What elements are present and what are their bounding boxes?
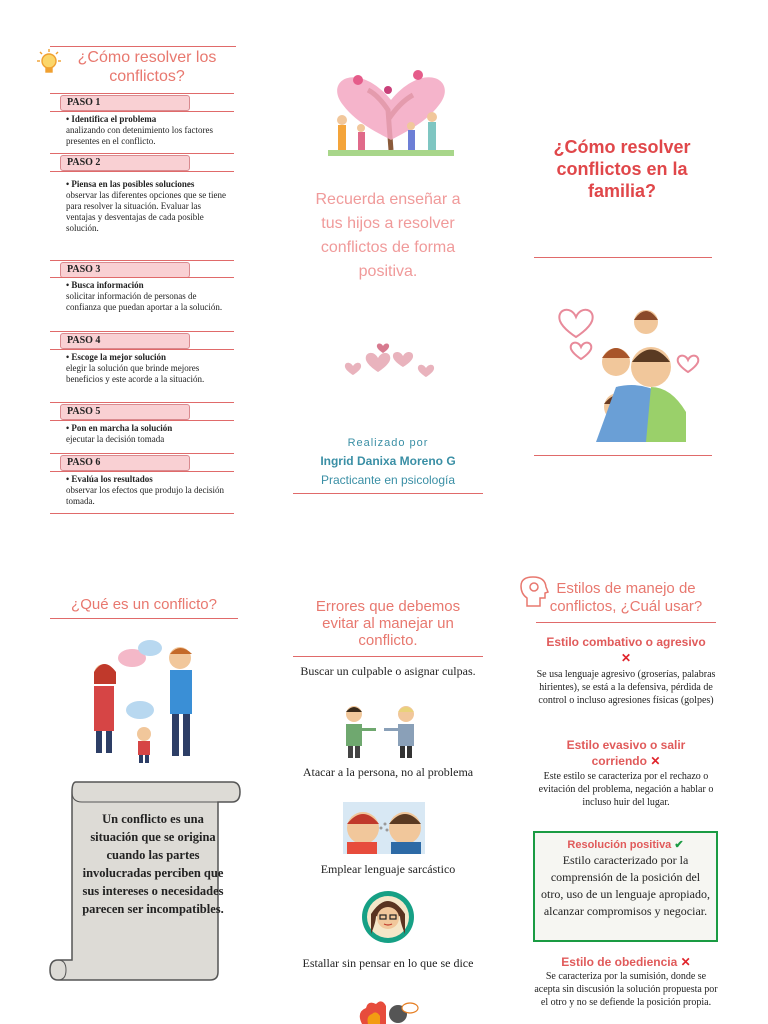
step-tag: PASO 4 — [60, 333, 190, 349]
sarcastic-face-icon — [361, 890, 415, 944]
shouting-faces-illustration — [343, 802, 425, 854]
x-mark-icon: ✕ — [620, 651, 632, 665]
made-by-label: Realizado por — [347, 437, 429, 449]
step-body: • Identifica el problema analizando con detenimiento los factores presentes en el conflicto. — [66, 114, 231, 147]
style-name: Estilo de obediencia ✕ — [561, 955, 691, 969]
x-mark-icon: ✕ — [650, 754, 661, 768]
hearts-decoration — [338, 338, 444, 384]
step-body: • Piensa en las posibles soluciones observar las diferentes opciones que se tiene para resolver la situación. Evaluar las ventajas y desventajas de cada posible solución. — [66, 179, 231, 234]
x-mark-icon: ✕ — [680, 955, 691, 969]
step-body: • Escoge la mejor solución elegir la solución que brinde mejores beneficios y este acorde a la situación. — [66, 352, 231, 385]
divider — [50, 618, 238, 619]
panel-title: Estilos de manejo de conflictos, ¿Cuál usar? — [549, 580, 703, 615]
panel-title: Errores que debemos evitar al manejar un conflicto. — [315, 598, 461, 649]
step-tag: PASO 1 — [60, 95, 190, 111]
style-name: Estilo combativo o agresivo ✕ — [546, 635, 706, 665]
style-name: Estilo evasivo o salir corriendo ✕ — [566, 738, 686, 768]
step-body: • Pon en marcha la solución ejecutar la decisión tomada — [66, 423, 231, 445]
style-body: Se usa lenguaje agresivo (groserías, palabras hirientes), se está a la defensiva, pérdida de control o incluso agresiones físicas (golpes) — [536, 669, 716, 706]
positive-style-box — [533, 831, 718, 942]
family-hug-illustration — [556, 292, 706, 442]
divider — [534, 455, 712, 456]
panel-title: ¿Qué es un conflicto? — [71, 596, 217, 613]
style-body: Estilo caracterizado por la comprensión de la posición del otro, uso de un lenguaje apropiado, alcanzar compromisos y negociar. — [541, 853, 710, 918]
author-name: Ingrid Danixa Moreno G — [320, 454, 456, 468]
author-role: Practicante en psicología — [320, 473, 456, 487]
family-tree-illustration — [328, 40, 454, 164]
arguing-parents-illustration — [82, 636, 222, 766]
reminder-text: Recuerda enseñar a tus hijos a resolver conflictos de forma positiva. — [315, 191, 461, 280]
error-item: Buscar un culpable o asignar culpas. — [300, 664, 476, 678]
blaming-people-illustration — [338, 702, 422, 758]
step-body: • Busca información solicitar información de personas de confianza que puedan aportar a la solución. — [66, 280, 231, 313]
divider — [536, 622, 716, 623]
panel-title: ¿Cómo resolver los conflictos? — [77, 49, 217, 85]
error-item: Atacar a la persona, no al problema — [302, 765, 474, 779]
step-body: • Evalúa los resultados observar los efectos que produjo la decisión tomada. — [66, 474, 231, 507]
style-name: Resolución positiva ✔ — [567, 839, 684, 851]
divider — [293, 493, 483, 494]
style-body: Este estilo se caracteriza por el rechazo o evitación del problema, negación a hablar o incluso huir del lugar. — [538, 771, 714, 808]
definition-text: Un conflicto es una situación que se origina cuando las partes involucradas perciben que sus intereses o necesidades parecen ser incompatibles. — [82, 812, 224, 916]
step-tag: PASO 5 — [60, 404, 190, 420]
check-mark-icon: ✔ — [674, 839, 684, 851]
step-tag: PASO 6 — [60, 455, 190, 471]
cover-title: ¿Cómo resolver conflictos en la familia? — [553, 137, 691, 201]
divider — [50, 46, 236, 47]
style-body: Se caracteriza por la sumisión, donde se acepta sin discusión la solución propuesta por el otro y no se defiende la posición propia. — [534, 971, 718, 1008]
lightbulb-icon — [34, 48, 64, 78]
error-item: Emplear lenguaje sarcástico — [320, 862, 456, 876]
explosion-illustration — [352, 1000, 422, 1024]
divider — [293, 656, 483, 657]
error-item: Estallar sin pensar en lo que se dice — [302, 956, 474, 970]
divider — [534, 257, 712, 258]
step-tag: PASO 3 — [60, 262, 190, 278]
step-tag: PASO 2 — [60, 155, 190, 171]
